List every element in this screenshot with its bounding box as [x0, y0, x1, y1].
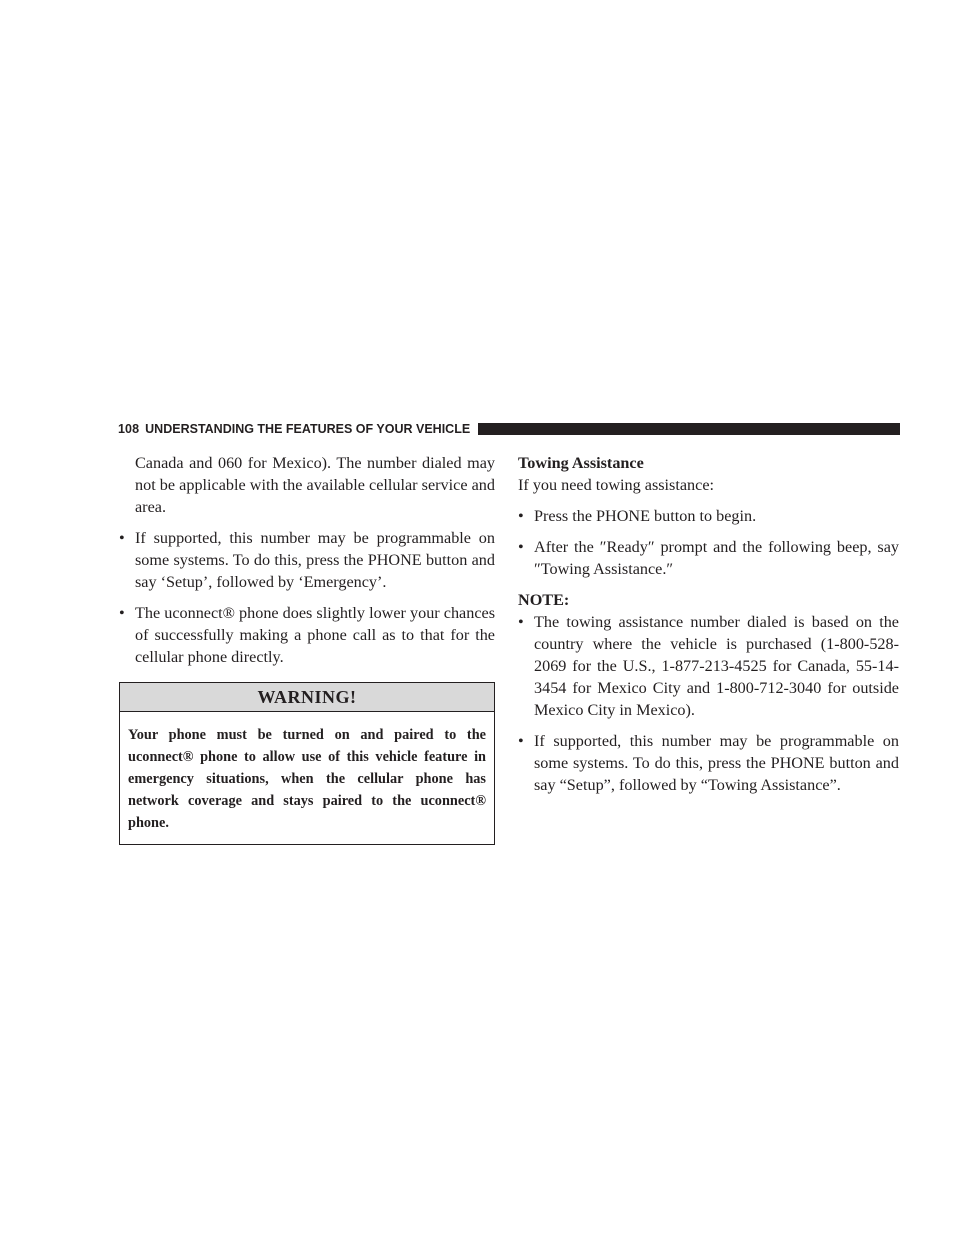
intro-paragraph: If you need towing assistance:: [518, 476, 714, 494]
list-item: [518, 505, 899, 527]
list-item: [518, 536, 899, 580]
page-number: 108: [118, 422, 140, 436]
right-bullet-list: [518, 505, 899, 580]
list-item-text: If supported, this number may be programmable on some systems. To do this, press the PHONE button and say “Setup”, followed by “Towing Assistance”.: [534, 732, 899, 794]
left-column: [119, 452, 495, 845]
list-item-text: The uconnect® phone does slightly lower your chances of successfully making a phone call as to that for the cellular phone directly.: [135, 604, 495, 666]
note-label: NOTE:: [518, 591, 570, 609]
page-header: [118, 420, 900, 438]
list-item: [518, 730, 899, 796]
list-item: [119, 527, 495, 593]
left-bullet-list: [119, 527, 495, 668]
section-title: UNDERSTANDING THE FEATURES OF YOUR VEHICLE: [145, 422, 471, 436]
continuation-paragraph: Canada and 060 for Mexico). The number dialed may not be applicable with the available cellular service and area.: [135, 454, 495, 516]
bullet-icon: •: [119, 529, 125, 547]
section-heading: Towing Assistance: [518, 454, 644, 472]
list-item-text: The towing assistance number dialed is based on the country where the vehicle is purchased (1-800-528-2069 for the U.S., 1-877-213-4525 for Canada, 55-14-3454 for Mexico City and 1-800-712-3040 for outside Mexico City in Mexico).: [534, 613, 899, 719]
list-item-text: If supported, this number may be programmable on some systems. To do this, press the PHONE button and say ‘Setup’, followed by ‘Emergency’.: [135, 529, 495, 591]
warning-body: Your phone must be turned on and paired to the uconnect® phone to allow use of this vehicle feature in emergency situations, when the cellular phone has network coverage and stays paired to the uconnect® phone.: [128, 727, 486, 831]
bullet-icon: •: [518, 613, 524, 631]
list-item-text: Press the PHONE button to begin.: [534, 507, 757, 525]
bullet-icon: •: [119, 604, 125, 622]
list-item: [518, 611, 899, 721]
list-item: [119, 602, 495, 668]
right-column: [518, 452, 899, 805]
warning-title: WARNING!: [120, 683, 494, 712]
bullet-icon: •: [518, 507, 524, 525]
list-item-text: After the ″Ready″ prompt and the following beep, say ″Towing Assistance.″: [534, 538, 899, 578]
bullet-icon: •: [518, 538, 524, 556]
bullet-icon: •: [518, 732, 524, 750]
note-bullet-list: [518, 611, 899, 796]
header-rule: [478, 423, 900, 435]
warning-box: [119, 682, 495, 845]
